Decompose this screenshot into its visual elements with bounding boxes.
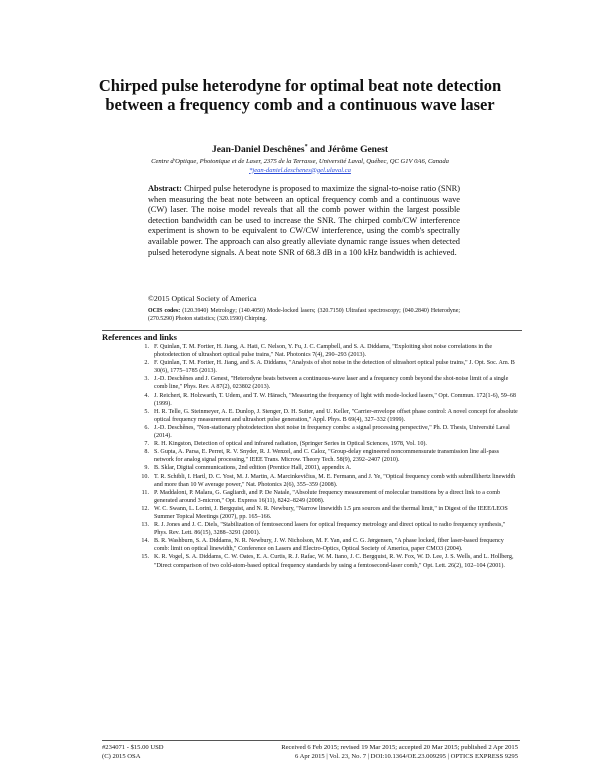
reference-item xyxy=(102,375,520,391)
reference-text: R. H. Kingston, Detection of optical and infrared radiation, (Springer Series in Optical Sciences, 1978, Vol. 10). xyxy=(154,441,427,448)
reference-number: 2. xyxy=(144,360,149,367)
reference-text: P. Maddaloni, P. Malara, G. Gagliardi, and P. De Natale, "Absolute frequency measurement of molecular transitions by a direct link to a comb generated around 3-micron," Opt. Express 16(11), 8242–8249 (2008). xyxy=(154,489,501,504)
reference-number: 7. xyxy=(144,441,149,448)
reference-item xyxy=(102,537,520,553)
reference-number: 1. xyxy=(144,344,149,350)
reference-item xyxy=(102,392,520,408)
abstract-text: Chirped pulse heterodyne is proposed to maximize the signal-to-noise ratio (SNR) when measuring the beat note between an optical frequency comb and a continuous wave (CW) laser. The noise model reveals that all the comb power within the largest possible detection bandwidth can be used to increase the SNR. The chirped comb/CW interference experiment is shown to be equivalent to CW/CW interference, using the comb's spectrally available power. The approach can also greatly alleviate dynamic range issues when detected pulsed heterodyne signals. A beat note SNR of 68.3 dB in a 100 kHz bandwidth is achieved. xyxy=(148,184,461,257)
reference-text: R. J. Jones and J. C. Diels, "Stabilization of femtosecond lasers for optical frequency metrology and direct optical to radio frequency synthesis," Phys. Rev. Lett. 86(15), 3288–3291 (2001). xyxy=(154,522,506,537)
reference-item xyxy=(102,408,520,424)
reference-number: 6. xyxy=(144,424,149,431)
footer-right xyxy=(210,743,518,761)
author-email-link[interactable]: *jean-daniel.deschenes@gel.ulaval.ca xyxy=(249,166,351,174)
reference-text: F. Quinlan, T. M. Fortier, H. Jiang, A. Hati, C. Nelson, Y. Fu, J. C. Campbell, and S. A. Diddams, "Exploiting shot noise correlations in the photodetection of ultrashort optical pulse trains," Nat. Photonics 7(4), 290–293 (2013). xyxy=(154,344,493,359)
reference-number: 14. xyxy=(141,538,149,545)
manuscript-id: #234071 - $15.00 USD xyxy=(102,744,164,751)
reference-text: T. R. Schibli, I. Hartl, D. C. Yost, M. J. Martin, A. Marcinkevičius, M. E. Fermann, and J. Ye, "Optical frequency comb with submillihertz linewidth and more than 10 W average power," Nat. Photonics 2(6), 355–359 (2008). xyxy=(154,473,516,488)
author-conjunction: and xyxy=(309,145,326,156)
reference-text: H. R. Telle, G. Steinmeyer, A. E. Dunlop, J. Stenger, D. H. Sutter, and U. Keller, "Carrier-envelope offset phase control: A novel concept for absolute optical frequency measurement and ultrashort pulse generation," Appl. Phys. B 69(4), 327–332 (1999). xyxy=(154,408,518,423)
reference-item xyxy=(102,343,520,359)
reference-number: 8. xyxy=(144,449,149,456)
corresponding-author-mark: * xyxy=(304,144,308,150)
abstract xyxy=(148,184,460,258)
reference-item xyxy=(102,464,520,472)
author-1: Jean-Daniel Deschênes xyxy=(211,145,305,156)
references-list xyxy=(102,343,520,570)
footer-copyright: (C) 2015 OSA xyxy=(102,753,141,760)
author-2: Jérôme Genest xyxy=(327,145,389,156)
ocis-label: OCIS codes: xyxy=(148,308,181,314)
journal-citation: 6 Apr 2015 | Vol. 23, No. 7 | DOI:10.1364/OE.23.009295 | OPTICS EXPRESS 9295 xyxy=(295,753,518,760)
publication-history: Received 6 Feb 2015; revised 19 Mar 2015; accepted 20 Mar 2015; published 2 Apr 2015 xyxy=(281,744,518,751)
reference-number: 5. xyxy=(144,408,149,415)
reference-item xyxy=(102,440,520,448)
reference-number: 9. xyxy=(144,465,149,472)
copyright-notice: ©2015 Optical Society of America xyxy=(148,294,257,303)
paper-title: Chirped pulse heterodyne for optimal beat note detection between a frequency comb and a continuous wave laser xyxy=(98,76,502,114)
reference-text: J. Reichert, R. Holzwarth, T. Udem, and T. W. Hänsch, "Measuring the frequency of light with mode-locked lasers," Opt. Commun. 172(1-6), 59–68 (1999). xyxy=(154,392,516,407)
reference-text: B. Sklar, Digital communications, 2nd edition (Prentice Hall, 2001), appendix A. xyxy=(154,465,352,472)
reference-item xyxy=(102,489,520,505)
references-heading: References and links xyxy=(102,332,177,342)
reference-number: 11. xyxy=(141,489,149,496)
reference-text: B. R. Washburn, S. A. Diddams, N. R. Newbury, J. W. Nicholson, M. F. Yan, and C. G. Jørgensen, "A phase locked, fiber laser-based frequency comb: limit on optical linewidth," Conference on Lasers and Electro-Optics, Optical Society of America, paper CMO3 (2004). xyxy=(154,538,504,553)
ocis-codes xyxy=(148,308,460,324)
affiliation-text: Centre d'Optique, Photonique et de Laser, 2375 de la Terrasse, Université Laval, Québec, QC G1V 0A6, Canada xyxy=(151,158,449,165)
author-line xyxy=(60,144,540,155)
affiliation xyxy=(60,158,540,175)
reference-number: 15. xyxy=(141,554,149,561)
reference-text: W. C. Swann, L. Lorini, J. Bergquist, and N. R. Newbury, "Narrow linewidth 1.5 μm sources and the thermal limit," in Digest of the IEEE/LEOS Summer Topical Meetings (2007), pp. 165–166. xyxy=(154,505,508,520)
reference-number: 3. xyxy=(144,376,149,383)
reference-number: 13. xyxy=(141,522,149,529)
reference-item xyxy=(102,521,520,537)
reference-item xyxy=(102,424,520,440)
reference-item xyxy=(102,553,520,569)
reference-item xyxy=(102,448,520,464)
reference-item xyxy=(102,473,520,489)
reference-text: J.-D. Deschênes, "Non-stationary photodetection shot noise in frequency combs: a signal processing perspective," Ph. D. Thesis, Université Laval (2014). xyxy=(154,424,510,440)
abstract-label: Abstract: xyxy=(148,184,182,193)
reference-text: S. Gupta, A. Parsa, E. Perret, R. V. Snyder, R. J. Wenzel, and C. Caloz, "Group-delay engineered noncommensurate transmission line all-pass network for analog signal processing," IEEE Trans. Microw. Theory Tech. 58(9), 2392–2407 (2010). xyxy=(154,449,499,464)
reference-item xyxy=(102,359,520,375)
reference-text: K. R. Vogel, S. A. Diddams, C. W. Oates, E. A. Curtis, R. J. Rafac, W. M. Itano, J. C. Bergquist, R. W. Fox, W. D. Lee, J. S. Wells, and L. Hollberg, "Direct comparison of two cold-atom-based optical frequency standards by using a femtosecond-laser comb," Opt. Lett. 26(2), 102–104 (2001). xyxy=(154,554,514,569)
reference-number: 4. xyxy=(144,392,149,399)
reference-text: F. Quinlan, T. M. Fortier, H. Jiang, and S. A. Diddams, "Analysis of shot noise in the detection of ultrashort optical pulse trains," J. Opt. Soc. Am. B 30(6), 1775–1785 (2013). xyxy=(154,360,515,375)
ocis-text: (120.3940) Metrology; (140.4050) Mode-locked lasers; (320.7150) Ultrafast spectroscopy; (040.2840) Heterodyne; (270.5290) Photon statistics; (320.1590) Chirping. xyxy=(148,308,460,322)
footer-left xyxy=(102,743,164,761)
footer-divider xyxy=(102,740,520,741)
reference-text: J.-D. Deschênes and J. Genest, "Heterodyne beats between a continuous-wave laser and a frequency comb beyond the shot-noise limit of a single comb line," Phys. Rev. A 87(2), 023802 (2013). xyxy=(154,376,509,391)
reference-number: 12. xyxy=(141,505,149,512)
reference-item xyxy=(102,505,520,521)
reference-number: 10. xyxy=(141,473,149,480)
section-divider xyxy=(102,330,522,331)
